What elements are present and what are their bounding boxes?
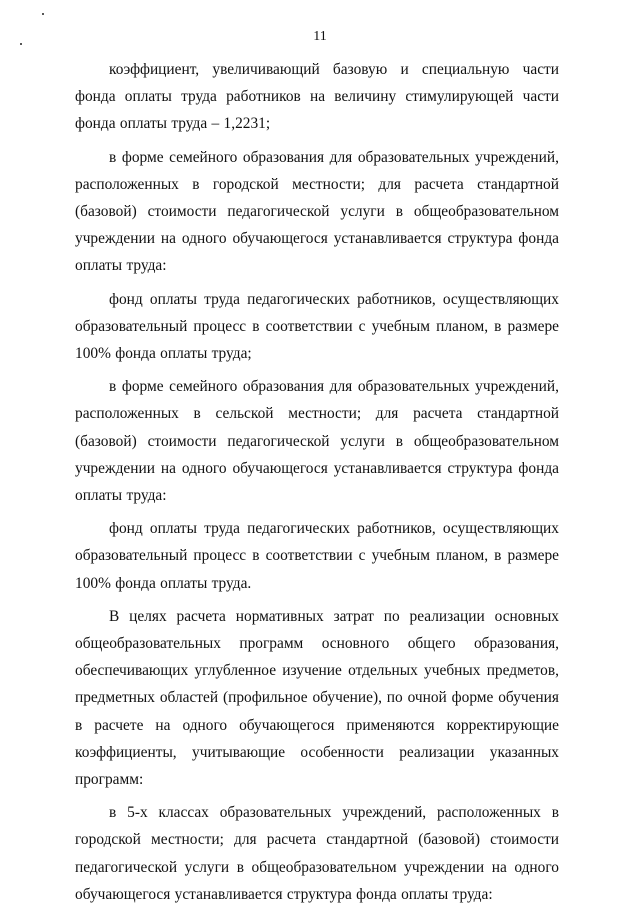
paragraph-teacher-payroll-rural: фонд оплаты труда педагогических работников, осуществляющих образовательный процесс в соответствии с учебным планом, в размере 100% фонда оплаты труда.: [75, 520, 559, 592]
paragraph-family-education-urban: в форме семейного образования для образовательных учреждений, расположенных в городской местности; для расчета стандартной (базовой) стоимости педагогической услуги в общеобразовательном учреждении на одного обучающегося устанавливается структура фонда оплаты труда:: [75, 148, 559, 275]
scan-speck: [42, 13, 44, 15]
paragraph-family-education-rural: в форме семейного образования для образовательных учреждений, расположенных в сельской местности; для расчета стандартной (базовой) стоимости педагогической услуги в общеобразовательном учреждении на одного обучающегося устанавливается структура фонда оплаты труда:: [75, 378, 559, 505]
paragraph-correction-coefficients: В целях расчета нормативных затрат по реализации основных общеобразовательных программ основного общего образования, обеспечивающих углубленное изучение отдельных учебных предметов, предметных областей (профильное обучение), по очной форме обучения в расчете на одного обучающегося применяются корректирующие коэффициенты, учитывающие особенности реализации указанных программ:: [75, 607, 559, 789]
paragraph-coefficient: коэффициент, увеличивающий базовую и специальную части фонда оплаты труда работников на величину стимулирующей части фонда оплаты труда – 1,2231;: [75, 61, 559, 133]
page-number: 11: [313, 29, 327, 44]
paragraph-teacher-payroll-urban: фонд оплаты труда педагогических работников, осуществляющих образовательный процесс в соответствии с учебным планом, в размере 100% фонда оплаты труда;: [75, 290, 559, 363]
paragraph-grade-5-urban: в 5-х классах образовательных учреждений, расположенных в городской местности; для расчета стандартной (базовой) стоимости педагогической услуги в общеобразовательном учреждении на одного обучающегося устанавливается структура фонда оплаты труда:: [75, 804, 559, 903]
document-body: [75, 56, 559, 914]
